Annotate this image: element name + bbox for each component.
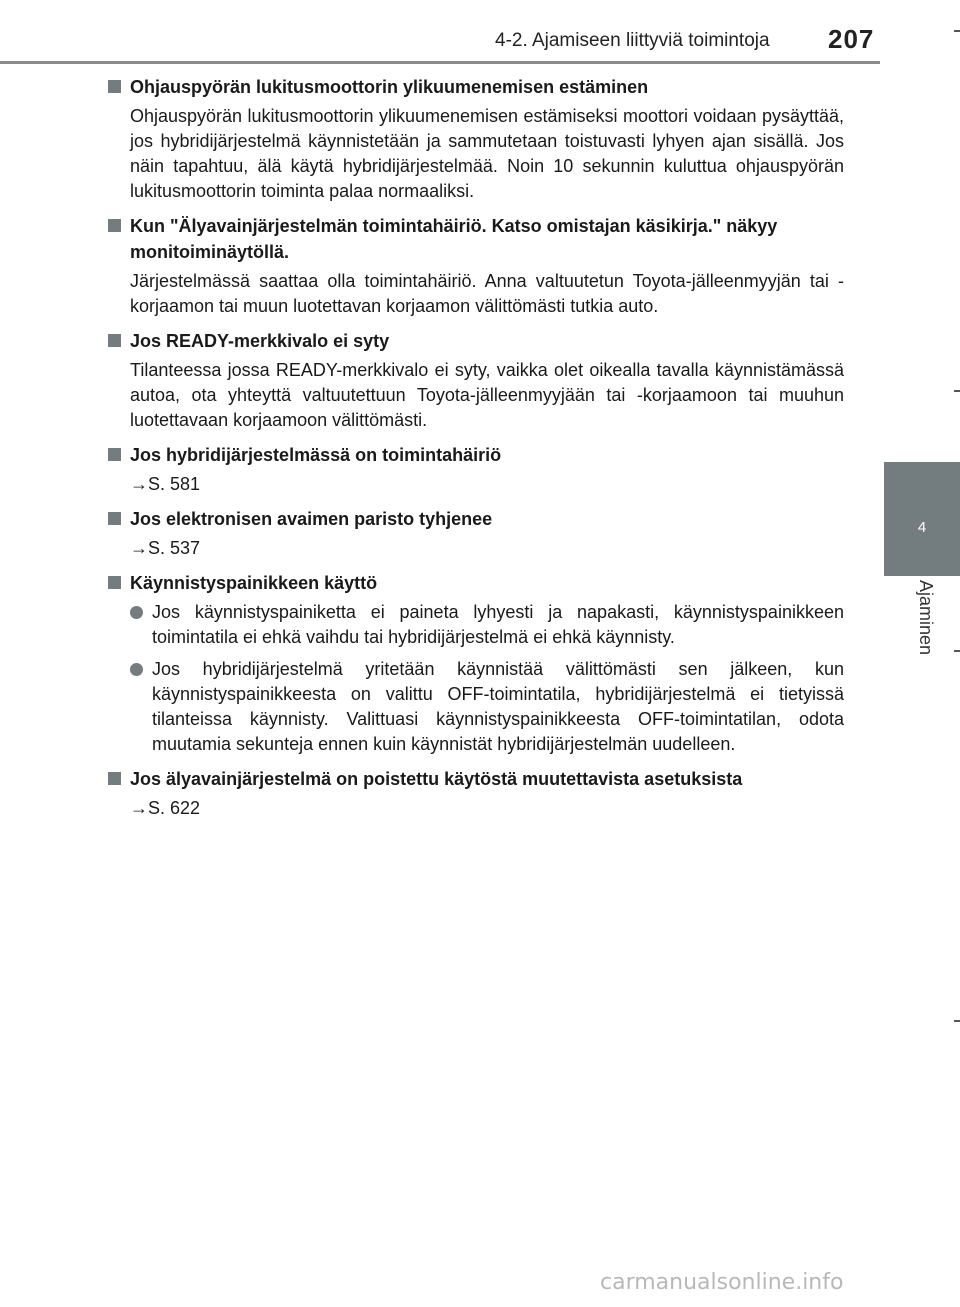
section-heading (108, 766, 844, 792)
section-heading-text: Ohjauspyörän lukitusmoottorin ylikuumenemisen estäminen (130, 77, 649, 97)
watermark: carmanualsonline.info (600, 1270, 844, 1295)
section-steering-lock-overheat (108, 74, 844, 204)
heading-square-icon (108, 80, 121, 93)
section-paragraph: Järjestelmässä saattaa olla toimintahäiriö. Anna valtuutetun Toyota-jälleenmyyjän tai -korjaamon tai muun luotettavan korjaamon välittömästi tutkia auto. (130, 271, 844, 316)
heading-square-icon (108, 219, 121, 232)
margin-tick (954, 1020, 960, 1022)
section-heading-text: Jos hybridijärjestelmässä on toimintahäiriö (130, 445, 502, 465)
heading-square-icon (108, 576, 121, 589)
page-reference-link[interactable]: →S. 622 (130, 798, 201, 818)
margin-tick (954, 650, 960, 652)
bullet-dot-icon (130, 606, 143, 619)
header-rule (0, 61, 880, 64)
page-reference-link[interactable]: →S. 537 (130, 538, 201, 558)
chapter-title: Ajaminen (916, 580, 936, 656)
bullet-text: Jos hybridijärjestelmä yritetään käynnistää välittömästi sen jälkeen, kun käynnistyspainikkeesta on valittu OFF-toimintatila, hybridijärjestelmä ei tietyissä tilanteissa käynnisty. Valittuasi käynnistyspainikkeesta OFF-toimintatilan, odota muutamia sekunteja ennen kuin käynnistät hybridijärjestelmän uudelleen. (152, 659, 844, 754)
section-paragraph: Ohjauspyörän lukitusmoottorin ylikuumenemisen estämiseksi moottori voidaan pysäyttää, jos hybridijärjestelmä käynnistetään ja sammutetaan toistuvasti lyhyen ajan sisällä. Jos näin tapahtuu, älä käytä hybridijärjestelmää. Noin 10 sekunnin kuluttua ohjauspyörän lukitusmoottorin toiminta palaa normaaliksi. (130, 106, 844, 201)
chapter-side-tab (884, 0, 960, 1307)
heading-square-icon (108, 512, 121, 525)
section-heading-text: Jos älyavainjärjestelmä on poistettu käytöstä muutettavista asetuksista (130, 769, 743, 789)
section-paragraph: Tilanteessa jossa READY-merkkivalo ei syty, vaikka olet oikealla tavalla käynnistämässä autoa, ota yhteyttä valtuutettuun Toyota-jälleenmyyjään tai -korjaamoon tai muuhun luotettavaan korjaamoon välittömästi. (130, 360, 844, 430)
bullet-item (130, 600, 844, 650)
section-heading-text: Jos elektronisen avaimen paristo tyhjenee (130, 509, 493, 529)
chapter-number: 4 (917, 519, 927, 536)
section-heading-text: Käynnistyspainikkeen käyttö (130, 573, 378, 593)
section-heading (108, 328, 844, 354)
margin-tick (954, 390, 960, 392)
section-smart-key-disabled (108, 766, 844, 821)
margin-tick (954, 30, 960, 32)
section-hybrid-malfunction (108, 442, 844, 497)
section-smart-key-malfunction (108, 213, 844, 319)
side-strip (884, 0, 960, 462)
section-heading (108, 570, 844, 596)
bullet-text: Jos käynnistyspainiketta ei paineta lyhyesti ja napakasti, käynnistyspainikkeen toimintatila ei ehkä vaihdu tai hybridijärjestelmä ei ehkä käynnisty. (152, 602, 844, 647)
section-heading (108, 74, 844, 100)
bullet-dot-icon (130, 663, 143, 676)
section-heading (108, 213, 844, 265)
section-ready-light (108, 328, 844, 433)
page-reference-link[interactable]: →S. 581 (130, 474, 201, 494)
heading-square-icon (108, 448, 121, 461)
heading-square-icon (108, 334, 121, 347)
heading-square-icon (108, 772, 121, 785)
bullet-item (130, 657, 844, 757)
section-heading-text: Kun "Älyavainjärjestelmän toimintahäiriö. Katso omistajan käsikirja." näkyy monitoiminäytöllä. (130, 216, 778, 262)
section-heading-text: Jos READY-merkkivalo ei syty (130, 331, 390, 351)
page-content (108, 74, 844, 830)
section-heading (108, 442, 844, 468)
section-key-battery (108, 506, 844, 561)
section-heading (108, 506, 844, 532)
page-number: 207 (828, 24, 875, 54)
running-header: 4-2. Ajamiseen liittyviä toimintoja (495, 30, 770, 51)
section-start-button-use (108, 570, 844, 757)
